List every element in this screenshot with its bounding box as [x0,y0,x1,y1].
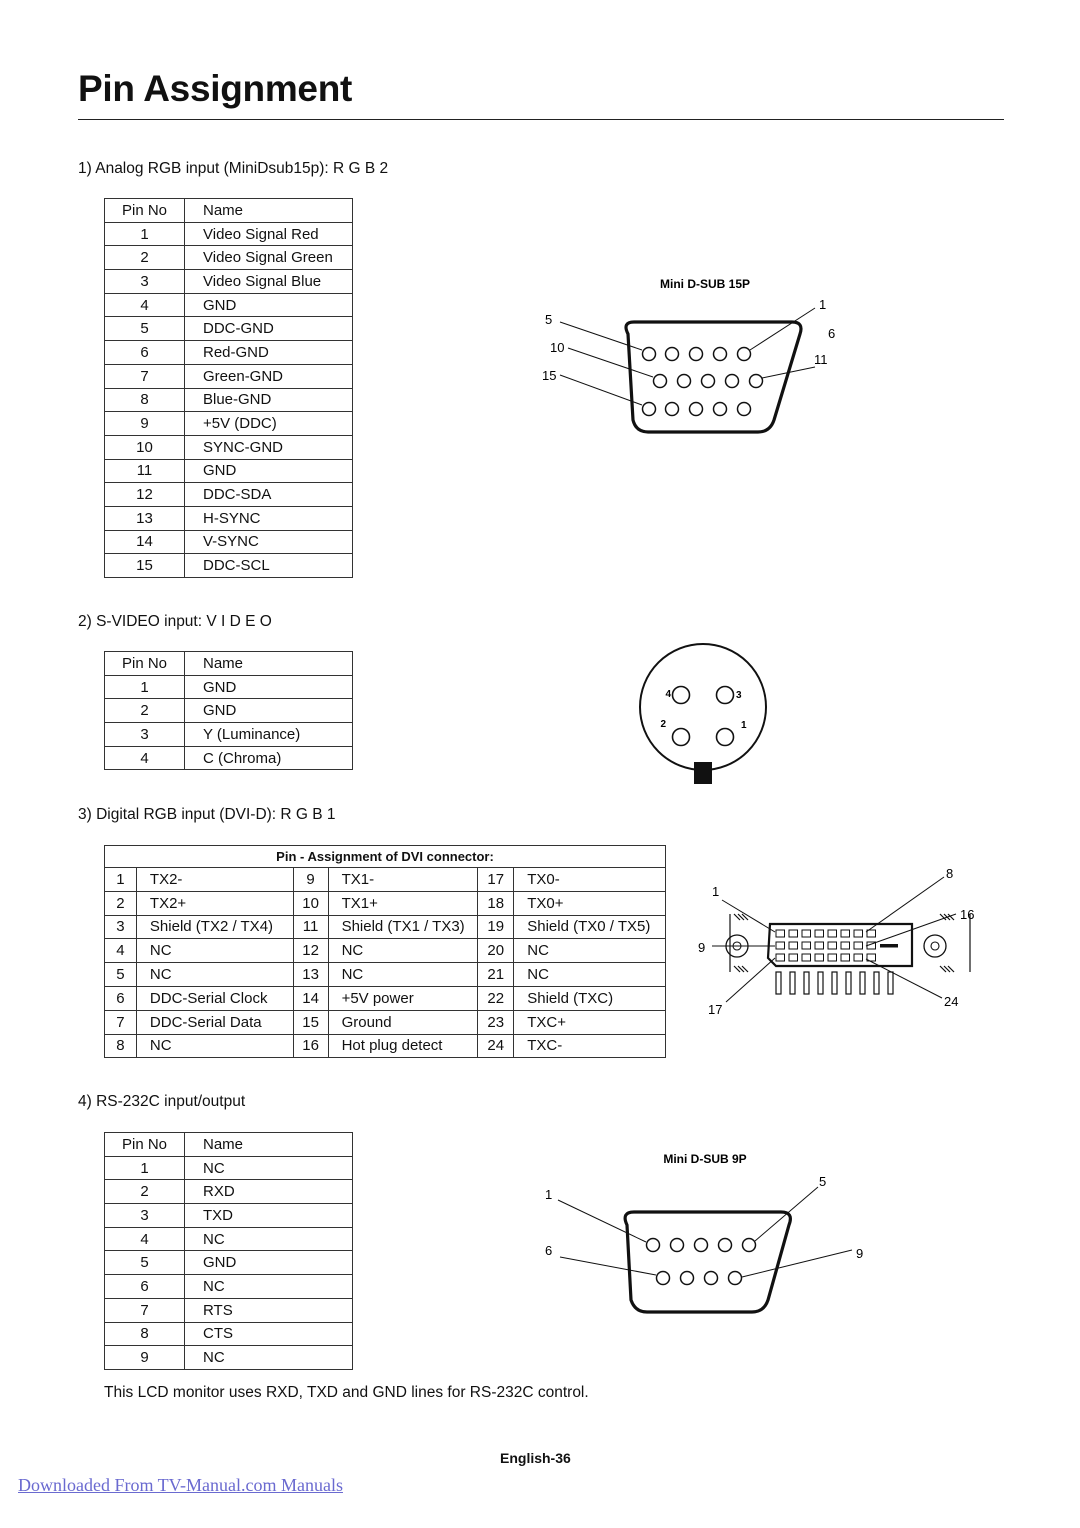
pin-label: 2 [660,719,666,730]
pin-number: 3 [105,723,185,747]
pin-number: 12 [105,483,185,507]
pin-number: 1 [105,675,185,699]
pin-circle [726,375,739,388]
pin-name: GND [185,675,353,699]
pin-number: 10 [105,435,185,459]
pin-number: 13 [293,963,328,987]
pin-name: NC [185,1346,353,1370]
table-row [105,222,353,246]
pin-circle [673,687,690,704]
pin-circle [717,729,734,746]
svideo-connector-diagram [635,638,775,788]
pin-number: 8 [105,1034,137,1058]
pin-name: NC [136,963,293,987]
pin-number: 4 [105,746,185,770]
pin-square [815,930,824,937]
download-source-link[interactable]: Downloaded From TV-Manual.com Manuals [18,1475,343,1495]
pin-row-top [647,1239,756,1252]
pin-name: NC [185,1275,353,1299]
table-row [105,986,666,1010]
svideo-pin-table-body [105,652,353,770]
pin-name: Blue-GND [185,388,353,412]
pin-label: 11 [814,352,828,367]
pin-name: +5V power [328,986,478,1010]
pin-circle [695,1239,708,1252]
pin-name: H-SYNC [185,506,353,530]
table-row [105,270,353,294]
pin-label: 1 [819,297,827,312]
leader-lines [558,1187,852,1277]
pin-square [802,954,811,961]
table-row [105,963,666,987]
pin-square [841,930,850,937]
table-row [105,675,353,699]
section-heading-dvi: 3) Digital RGB input (DVI-D): R G B 1 [78,806,336,823]
pin-square [854,954,863,961]
pin-circle [690,403,703,416]
pin-name: TX0- [514,868,666,892]
dvi-connector-diagram [690,862,990,1022]
vga-pin-table-body [105,199,353,578]
pin-number: 23 [478,1010,514,1034]
pin-number: 14 [105,530,185,554]
pin-label: 3 [736,690,742,701]
table-row [105,1010,666,1034]
table-title-row [105,846,666,868]
pin-square [789,942,798,949]
table-row [105,1275,353,1299]
pin-name: GND [185,1251,353,1275]
table-row [105,1227,353,1251]
pin-label: 10 [550,340,565,355]
pin-name: GND [185,699,353,723]
pin-number: 19 [478,915,514,939]
pin-circle [654,375,667,388]
pin-number: 12 [293,939,328,963]
leader-line [750,308,815,350]
table-row [105,915,666,939]
pin-number: 21 [478,963,514,987]
rs232c-note: This LCD monitor uses RXD, TXD and GND lines for RS-232C control. [104,1384,589,1401]
pin-label: 16 [960,907,975,922]
pin-circle [714,403,727,416]
pin-name: NC [185,1227,353,1251]
table-row [105,506,353,530]
pin-name: DDC-Serial Clock [136,986,293,1010]
pin-label: 9 [856,1246,864,1261]
pin-name: C (Chroma) [185,746,353,770]
pin-name: TXC- [514,1034,666,1058]
table-row [105,1156,353,1180]
pin-name: Ground [328,1010,478,1034]
pin-circle [666,403,679,416]
pin-number: 7 [105,1010,137,1034]
pin-name: CTS [185,1322,353,1346]
table-row [105,246,353,270]
pin-label: 4 [665,689,671,700]
pin-circle [702,375,715,388]
rs232c-pin-table-body [105,1133,353,1370]
dvi-blade-pin [880,944,898,948]
pin-name: DDC-GND [185,317,353,341]
pin-circle [673,729,690,746]
pin-name: TXC+ [514,1010,666,1034]
pin-square [841,954,850,961]
pin-number: 16 [293,1034,328,1058]
pin-number: 10 [293,891,328,915]
table-row [105,412,353,436]
pin-square [776,942,785,949]
pin-number: 24 [478,1034,514,1058]
pin-number: 2 [105,246,185,270]
pin-number: 13 [105,506,185,530]
table-row [105,341,353,365]
vga-pin-table [104,198,353,578]
pin-square [828,942,837,949]
section-heading-analog-rgb: 1) Analog RGB input (MiniDsub15p): R G B 2 [78,160,389,177]
pin-square [828,930,837,937]
pin-number: 8 [105,388,185,412]
pin-number: 22 [478,986,514,1010]
pin-number: 5 [105,317,185,341]
pin-name: DDC-SCL [185,554,353,578]
pin-name: Video Signal Green [185,246,353,270]
pin-square [854,942,863,949]
pin-circle [643,403,656,416]
dvi-pin-grid [776,930,876,961]
table-row [105,1251,353,1275]
pin-square [815,954,824,961]
table-row [105,1204,353,1228]
pin-square [854,930,863,937]
pin-number: 8 [105,1322,185,1346]
pin-name: Shield (TX2 / TX4) [136,915,293,939]
table-row [105,530,353,554]
pin-circle [750,375,763,388]
pin-name: DDC-Serial Data [136,1010,293,1034]
mini-dsub-15p-diagram [530,270,850,445]
pin-name: TX2- [136,868,293,892]
leader-line [568,348,653,377]
rs232c-pin-table [104,1132,353,1370]
pin-name: RTS [185,1298,353,1322]
leader-line [726,958,775,1002]
table-row [105,868,666,892]
table-row [105,891,666,915]
pin-circle [690,348,703,361]
table-row [105,939,666,963]
pin-label: 1 [741,720,747,731]
pin-name: Shield (TX0 / TX5) [514,915,666,939]
pin-label: 5 [819,1174,827,1189]
pin-label: 5 [545,312,553,327]
pin-row-bottom [643,403,751,416]
pin-number: 4 [105,939,137,963]
pin-circle [743,1239,756,1252]
pin-number: 2 [105,699,185,723]
table-row [105,364,353,388]
svideo-pin-table [104,651,353,770]
diagram-caption: Mini D-SUB 9P [663,1152,747,1166]
pin-square [828,954,837,961]
pin-number: 3 [105,1204,185,1228]
pin-square [789,954,798,961]
pin-number: 4 [105,293,185,317]
pin-label: 6 [828,326,836,341]
pin-square [867,930,876,937]
pin-name: NC [328,963,478,987]
pin-number: 9 [293,868,328,892]
pin-name: NC [185,1156,353,1180]
pin-number: 14 [293,986,328,1010]
pin-label: 1 [545,1187,553,1202]
pin-number: 15 [293,1010,328,1034]
pin-circle [671,1239,684,1252]
table-row [105,317,353,341]
pin-circle [738,348,751,361]
table-row [105,699,353,723]
pin-name: +5V (DDC) [185,412,353,436]
pin-number: 6 [105,986,137,1010]
pin-circle [717,687,734,704]
dvi-legs [776,972,893,994]
table-row [105,1034,666,1058]
section-heading-svideo: 2) S-VIDEO input: V I D E O [78,613,272,630]
table-row [105,435,353,459]
pin-circle [729,1272,742,1285]
table-row [105,1322,353,1346]
table-header-row [105,199,353,223]
pin-row-top [643,348,751,361]
leader-line [560,1257,656,1275]
table-row [105,746,353,770]
pin-number: 3 [105,270,185,294]
pin-row-middle [654,375,763,388]
pin-name: TXD [185,1204,353,1228]
name-header: Name [185,199,353,223]
pin-name: Video Signal Red [185,222,353,246]
pin-number: 6 [105,1275,185,1299]
pin-number: 11 [293,915,328,939]
section-heading-rs232c: 4) RS-232C input/output [78,1093,246,1110]
pin-name: NC [136,1034,293,1058]
leader-lines [712,877,956,1002]
pin-square [789,930,798,937]
table-row [105,483,353,507]
pin-circle [657,1272,670,1285]
screw-hole-right-inner [931,942,939,950]
table-row [105,459,353,483]
pin-circle [647,1239,660,1252]
pin-number: 18 [478,891,514,915]
pin-number: 9 [105,412,185,436]
pin-name: Video Signal Blue [185,270,353,294]
pin-number: 2 [105,891,137,915]
pin-name: GND [185,459,353,483]
pin-label: 17 [708,1002,723,1017]
table-row [105,1346,353,1370]
name-header: Name [185,1133,353,1157]
pin-square [776,930,785,937]
screw-hole-right [924,935,946,957]
connector-outline [640,644,766,770]
leader-line [742,1250,852,1277]
pin-no-header: Pin No [105,1133,185,1157]
pin-name: Shield (TX1 / TX3) [328,915,478,939]
pin-number: 17 [478,868,514,892]
pin-number: 1 [105,868,137,892]
pin-label: 1 [712,884,720,899]
pin-square [776,954,785,961]
mini-dsub-9p-diagram [530,1145,880,1315]
pin-name: Hot plug detect [328,1034,478,1058]
pin-number: 11 [105,459,185,483]
pin-number: 2 [105,1180,185,1204]
table-header-row [105,652,353,676]
pin-name: NC [514,939,666,963]
table-row [105,293,353,317]
dvi-pin-table-body [105,846,666,1058]
dvi-pin-table [104,845,666,1058]
pin-circle [738,403,751,416]
table-header-row [105,1133,353,1157]
pin-circle [681,1272,694,1285]
title-rule [78,119,1004,120]
page-number: English-36 [500,1450,571,1466]
pin-circle [678,375,691,388]
pin-name: NC [136,939,293,963]
pin-number: 20 [478,939,514,963]
pin-square [802,942,811,949]
pin-name: NC [514,963,666,987]
pin-name: GND [185,293,353,317]
pin-number: 5 [105,963,137,987]
page-title: Pin Assignment [78,68,353,109]
pin-name: Red-GND [185,341,353,365]
pin-no-header: Pin No [105,652,185,676]
pin-label: 8 [946,866,954,881]
pin-number: 7 [105,364,185,388]
pin-number: 5 [105,1251,185,1275]
pin-square [802,930,811,937]
dvi-table-title: Pin - Assignment of DVI connector: [105,846,666,868]
diagram-caption: Mini D-SUB 15P [659,277,751,291]
pin-name: TX2+ [136,891,293,915]
pin-circle [719,1239,732,1252]
pin-circle [666,348,679,361]
table-row [105,554,353,578]
pin-number: 9 [105,1346,185,1370]
pin-name: RXD [185,1180,353,1204]
pin-label: 24 [944,994,959,1009]
table-row [105,388,353,412]
pin-name: Y (Luminance) [185,723,353,747]
pin-number: 1 [105,1156,185,1180]
pin-square [815,942,824,949]
pin-name: TX0+ [514,891,666,915]
pin-number: 3 [105,915,137,939]
pin-name: V-SYNC [185,530,353,554]
key-notch [694,762,712,784]
pin-label: 9 [698,940,706,955]
pin-name: TX1- [328,868,478,892]
pin-number: 6 [105,341,185,365]
pin-name: TX1+ [328,891,478,915]
pin-row-bottom [657,1272,742,1285]
pin-number: 4 [105,1227,185,1251]
pin-name: Shield (TXC) [514,986,666,1010]
leader-line [866,959,942,998]
pin-name: SYNC-GND [185,435,353,459]
pin-circle [714,348,727,361]
table-row [105,1298,353,1322]
pin-circle [643,348,656,361]
pin-circle [705,1272,718,1285]
pin-label: 15 [542,368,557,383]
leader-line [558,1200,646,1242]
pin-number: 7 [105,1298,185,1322]
pin-name: NC [328,939,478,963]
pin-number: 15 [105,554,185,578]
pin-number: 1 [105,222,185,246]
name-header: Name [185,652,353,676]
connector-shell [625,1212,790,1312]
pin-label: 6 [545,1243,553,1258]
pin-square [841,942,850,949]
pin-name: DDC-SDA [185,483,353,507]
pin-name: Green-GND [185,364,353,388]
table-row [105,723,353,747]
pin-no-header: Pin No [105,199,185,223]
table-row [105,1180,353,1204]
